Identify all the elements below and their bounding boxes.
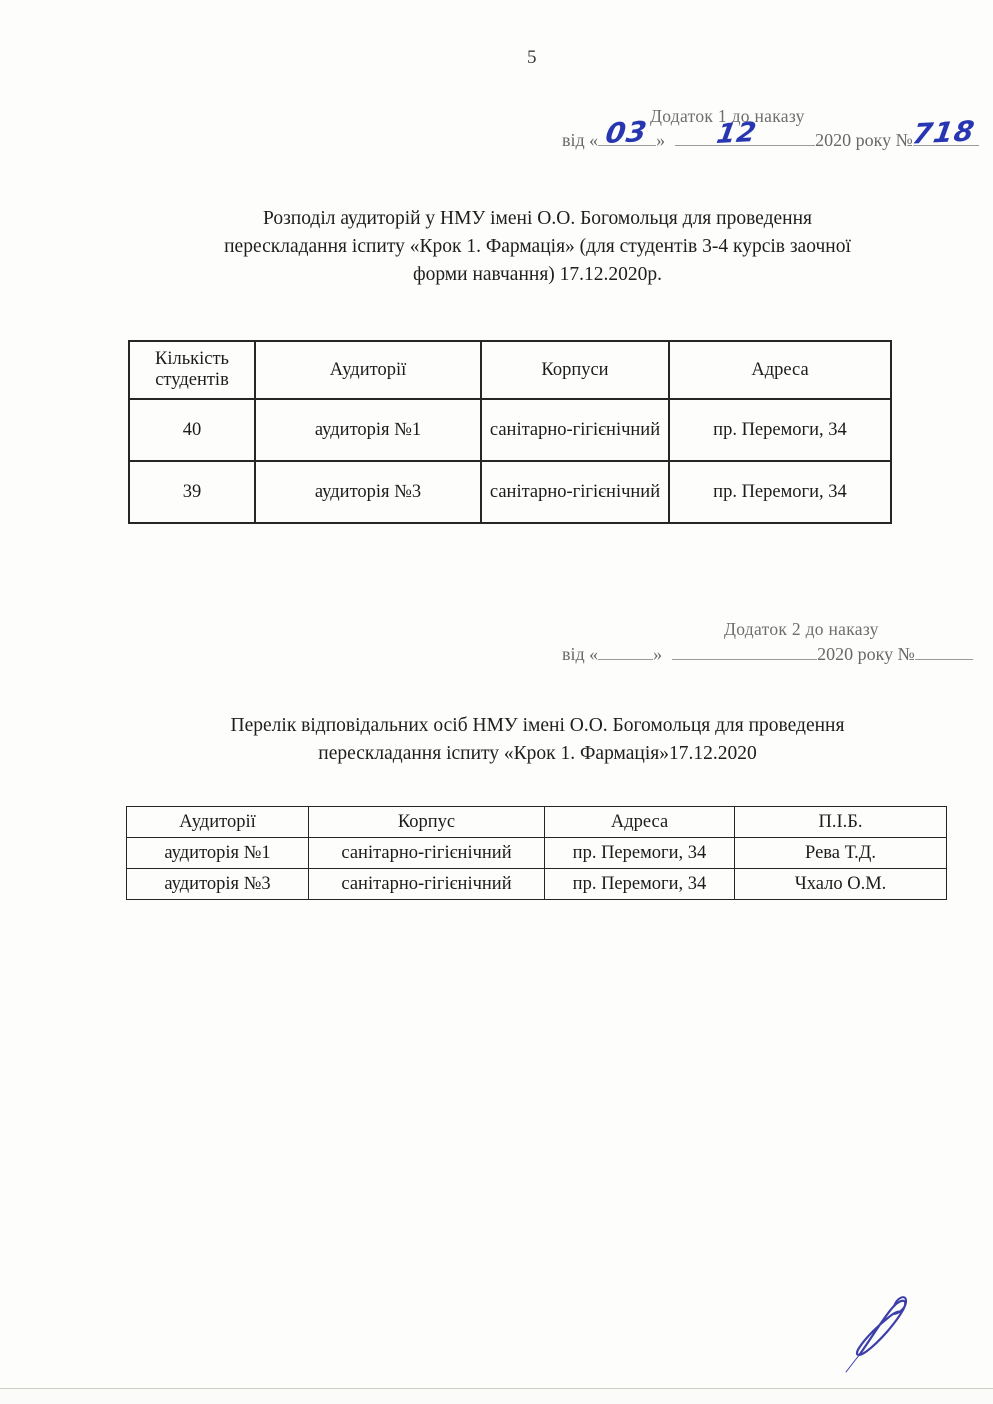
table-cell-building: санітарно-гігієнічний: [309, 838, 545, 869]
table-cell-students: 39: [129, 461, 255, 523]
appendix1-close-quote: »: [656, 130, 666, 150]
column-header-auditoriums: Аудиторії: [255, 341, 481, 399]
column-header-students-count: Кількість студентів: [129, 341, 255, 399]
appendix2-from-label: від «: [562, 644, 599, 664]
column-header-building: Корпус: [309, 807, 545, 838]
appendix2-close-quote: »: [653, 644, 663, 664]
section1-title: [101, 205, 974, 289]
column-header-address: Адреса: [545, 807, 735, 838]
table-cell-person: Рева Т.Д.: [735, 838, 947, 869]
day-blank-line: [598, 641, 653, 660]
table-cell-person: Чхало О.М.: [735, 869, 947, 900]
appendix2-year-label: 2020 року №: [817, 644, 915, 664]
page-number: 5: [527, 47, 537, 68]
table-row: [127, 838, 947, 869]
section2-title-line1: Перелік відповідальних осіб НМУ імені О.О. Богомольця для проведення: [230, 715, 845, 736]
appendix2-date-line: [562, 641, 973, 665]
column-header-full-name: П.І.Б.: [735, 807, 947, 838]
appendix2-label: Додаток 2 до наказу: [724, 619, 879, 639]
section1-title-line3: форми навчання) 17.12.2020р.: [412, 264, 663, 285]
day-blank-line: [598, 114, 656, 151]
table-cell-building: санітарно-гігієнічний: [481, 399, 669, 461]
scan-bottom-strip: [0, 1389, 993, 1404]
table-row: [129, 461, 891, 523]
table-cell-students: 40: [129, 399, 255, 461]
table-cell-auditorium: аудиторія №1: [255, 399, 481, 461]
table-row: [129, 399, 891, 461]
table-header-row: [129, 341, 891, 399]
table-cell-address: пр. Перемоги, 34: [669, 461, 891, 523]
table-cell-auditorium: аудиторія №3: [127, 869, 309, 900]
table-cell-address: пр. Перемоги, 34: [545, 869, 735, 900]
auditoriums-table: [128, 340, 892, 524]
column-header-buildings: Корпуси: [481, 341, 669, 399]
handwritten-day: 03: [603, 114, 651, 151]
section1-title-line2: перескладання іспиту «Крок 1. Фармація» (для студентів 3-4 курсів заочної: [224, 236, 851, 257]
section1-title-line1: Розподіл аудиторій у НМУ імені О.О. Богомольця для проведення: [263, 208, 812, 229]
section2-title-line2: перескладання іспиту «Крок 1. Фармація»17.12.2020: [318, 743, 757, 764]
handwritten-month: 12: [714, 116, 760, 151]
appendix1-label: Додаток 1 до наказу: [650, 106, 805, 126]
number-blank-line: [909, 114, 979, 151]
appendix1-year-label: 2020 року №: [815, 130, 913, 150]
table-cell-auditorium: аудиторія №1: [127, 838, 309, 869]
section2-title: [101, 712, 974, 768]
table-cell-building: санітарно-гігієнічний: [309, 869, 545, 900]
month-blank-line: [672, 641, 817, 660]
month-blank-line: [675, 116, 815, 151]
table-cell-auditorium: аудиторія №3: [255, 461, 481, 523]
table-cell-building: санітарно-гігієнічний: [481, 461, 669, 523]
table-cell-address: пр. Перемоги, 34: [545, 838, 735, 869]
table-row: [127, 869, 947, 900]
number-blank-line: [915, 641, 973, 660]
handwritten-signature: [790, 1268, 990, 1402]
column-header-auditoriums: Аудиторії: [127, 807, 309, 838]
column-header-address: Адреса: [669, 341, 891, 399]
appendix1-from-label: від «: [562, 130, 599, 150]
responsible-persons-table: [126, 806, 947, 900]
table-header-row: [127, 807, 947, 838]
handwritten-order-number: 718: [909, 114, 978, 151]
table-cell-address: пр. Перемоги, 34: [669, 399, 891, 461]
